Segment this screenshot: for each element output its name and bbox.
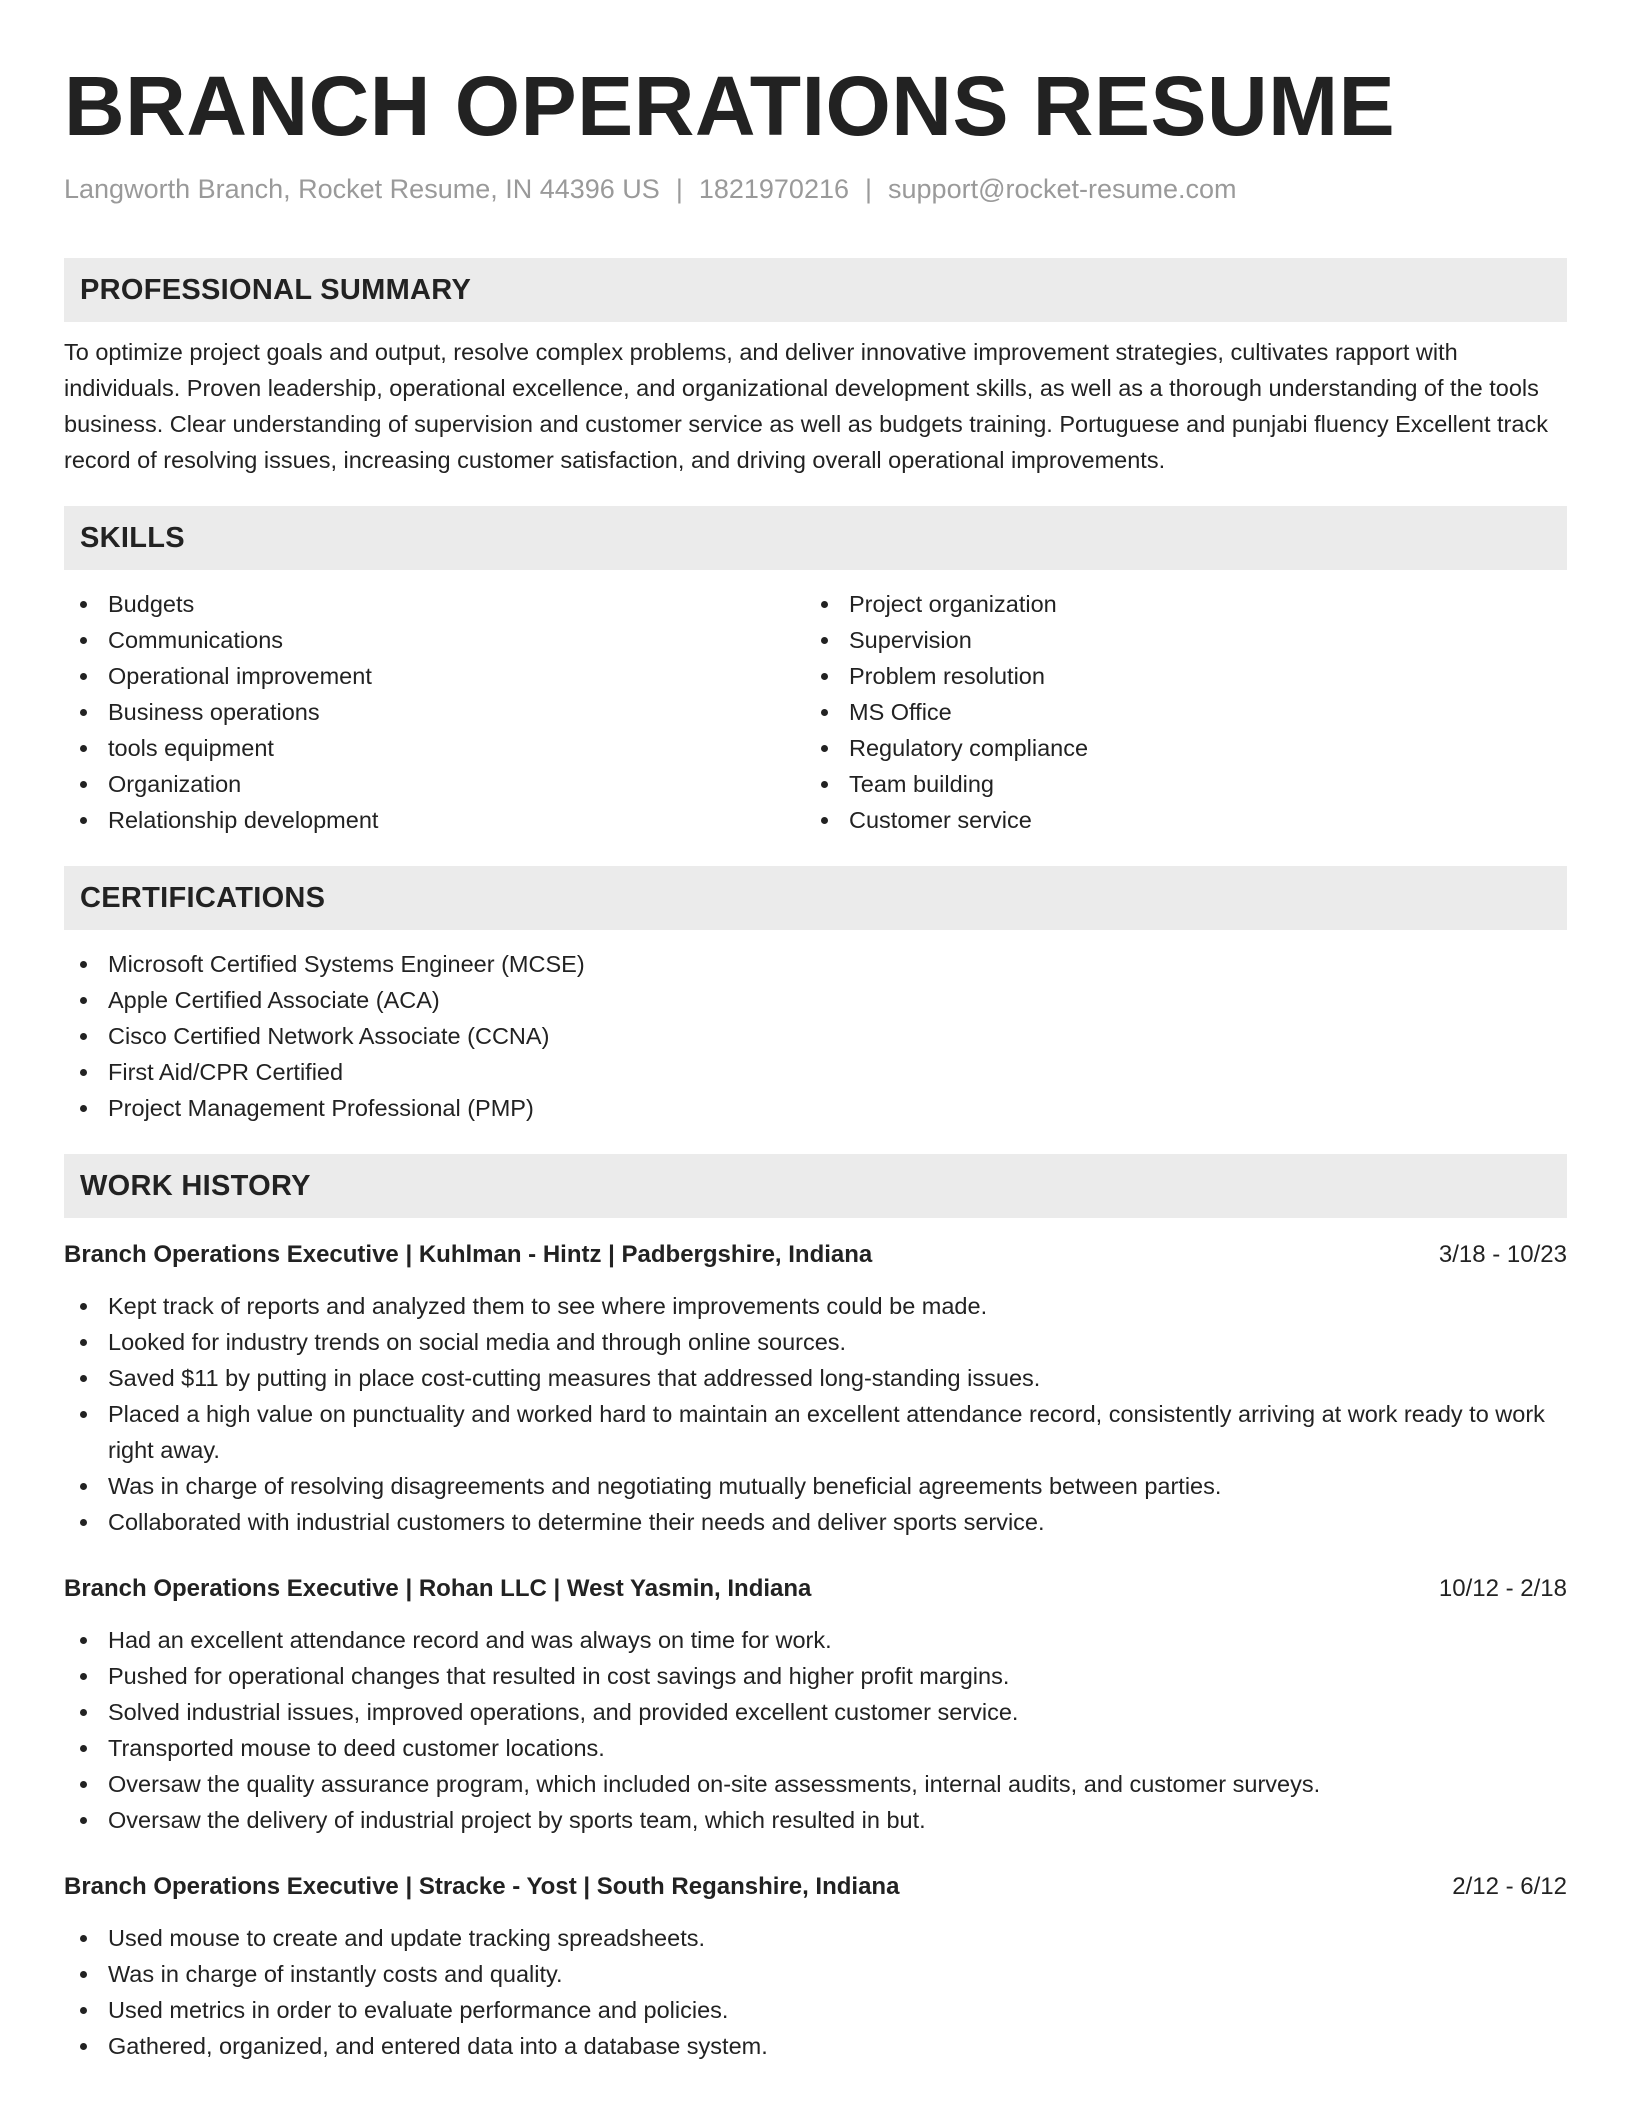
certification-item: Apple Certified Associate (ACA) [64, 982, 1567, 1018]
resume-page [64, 58, 1567, 2064]
job-title: Branch Operations Executive | Kuhlman - Hintz | Padbergshire, Indiana [64, 1241, 873, 1268]
skills-left-list [64, 586, 805, 838]
skill-item: Problem resolution [805, 658, 1546, 694]
job-dates: 10/12 - 2/18 [1438, 1575, 1567, 1602]
job-bullet: Oversaw the quality assurance program, which included on-site assessments, internal audits, and customer surveys. [64, 1766, 1567, 1802]
job-bullet: Was in charge of resolving disagreements and negotiating mutually beneficial agreements between parties. [64, 1468, 1567, 1504]
summary-heading: PROFESSIONAL SUMMARY [64, 258, 1567, 322]
skill-item: Team building [805, 766, 1546, 802]
skill-item: MS Office [805, 694, 1546, 730]
job-bullet: Placed a high value on punctuality and worked hard to maintain an excellent attendance record, consistently arriving at work ready to work right away. [64, 1396, 1567, 1468]
job-dates: 3/18 - 10/23 [1438, 1241, 1567, 1268]
skill-item: Regulatory compliance [805, 730, 1546, 766]
job-title: Branch Operations Executive | Stracke - Yost | South Reganshire, Indiana [64, 1873, 900, 1900]
job-header [64, 1870, 1567, 1904]
skill-item: Supervision [805, 622, 1546, 658]
resume-title: BRANCH OPERATIONS RESUME [64, 59, 1396, 153]
certification-item: Microsoft Certified Systems Engineer (MCSE) [64, 946, 1567, 982]
job-bullet: Kept track of reports and analyzed them to see where improvements could be made. [64, 1288, 1567, 1324]
job-bullet: Used metrics in order to evaluate performance and policies. [64, 1992, 1567, 2028]
job-title: Branch Operations Executive | Rohan LLC | West Yasmin, Indiana [64, 1575, 812, 1602]
summary-text: To optimize project goals and output, resolve complex problems, and deliver innovative improvement strategies, cultivates rapport with individuals. Proven leadership, operational excellence, and organizational development skills, as well as a thorough understanding of the tools business. Clear understanding of supervision and customer service as well as budgets training. Portuguese and punjabi fluency Excellent track record of resolving issues, increasing customer satisfaction, and driving overall operational improvements. [64, 339, 1548, 473]
skill-item: Organization [64, 766, 805, 802]
job-entry [64, 1572, 1567, 1838]
skill-item: tools equipment [64, 730, 805, 766]
contact-email[interactable]: support@rocket-resume.com [888, 174, 1237, 204]
certification-item: Cisco Certified Network Associate (CCNA) [64, 1018, 1567, 1054]
job-bullet: Used mouse to create and update tracking spreadsheets. [64, 1920, 1567, 1956]
job-bullet: Was in charge of instantly costs and quality. [64, 1956, 1567, 1992]
skill-item: Budgets [64, 586, 805, 622]
job-bullet: Pushed for operational changes that resulted in cost savings and higher profit margins. [64, 1658, 1567, 1694]
contact-address: Langworth Branch, Rocket Resume, IN 44396 US [64, 174, 660, 204]
work-history-heading: WORK HISTORY [64, 1154, 1567, 1218]
job-bullet: Looked for industry trends on social media and through online sources. [64, 1324, 1567, 1360]
job-entry [64, 1238, 1567, 1540]
skill-item: Operational improvement [64, 658, 805, 694]
job-dates: 2/12 - 6/12 [1452, 1873, 1567, 1900]
skill-item: Business operations [64, 694, 805, 730]
contact-separator: | [865, 174, 873, 204]
contact-separator: | [675, 174, 683, 204]
job-bullet: Saved $11 by putting in place cost-cutting measures that addressed long-standing issues. [64, 1360, 1567, 1396]
certifications-list [64, 946, 1567, 1126]
certifications-heading: CERTIFICATIONS [64, 866, 1567, 930]
certification-item: First Aid/CPR Certified [64, 1054, 1567, 1090]
job-header [64, 1238, 1567, 1272]
job-bullet: Transported mouse to deed customer locations. [64, 1730, 1567, 1766]
skills-heading: SKILLS [64, 506, 1567, 570]
job-bullet: Gathered, organized, and entered data into a database system. [64, 2028, 1567, 2064]
contact-phone: 1821970216 [698, 174, 849, 204]
skill-item: Communications [64, 622, 805, 658]
job-bullets [64, 1920, 1567, 2064]
skills-grid [64, 586, 1567, 838]
job-bullet: Solved industrial issues, improved operations, and provided excellent customer service. [64, 1694, 1567, 1730]
certification-item: Project Management Professional (PMP) [64, 1090, 1567, 1126]
job-header [64, 1572, 1567, 1606]
job-bullet: Collaborated with industrial customers to determine their needs and deliver sports service. [64, 1504, 1567, 1540]
job-bullets [64, 1622, 1567, 1838]
skills-right-list [805, 586, 1546, 838]
contact-line [64, 172, 1567, 206]
job-bullet: Oversaw the delivery of industrial project by sports team, which resulted in but. [64, 1802, 1567, 1838]
skill-item: Relationship development [64, 802, 805, 838]
job-entry [64, 1870, 1567, 2064]
skill-item: Project organization [805, 586, 1546, 622]
skill-item: Customer service [805, 802, 1546, 838]
job-bullets [64, 1288, 1567, 1540]
job-bullet: Had an excellent attendance record and was always on time for work. [64, 1622, 1567, 1658]
